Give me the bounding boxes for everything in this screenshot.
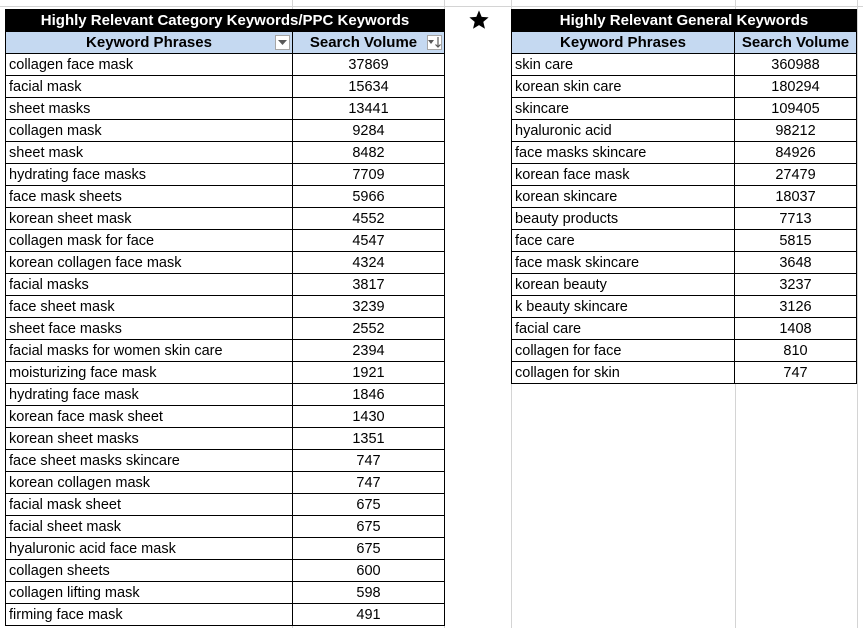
keyword-cell[interactable]: hydrating face mask [6,384,293,406]
search-volume-cell[interactable]: 7713 [735,208,857,230]
search-volume-cell[interactable]: 84926 [735,142,857,164]
table-row [6,604,445,626]
table-row [6,582,445,604]
table-row [6,406,445,428]
keyword-cell[interactable]: face masks skincare [512,142,735,164]
search-volume-cell[interactable]: 18037 [735,186,857,208]
column-header-keyword[interactable] [6,32,293,54]
keyword-cell[interactable]: sheet masks [6,98,293,120]
search-volume-cell[interactable]: 3239 [293,296,445,318]
table-row [6,230,445,252]
keyword-cell[interactable]: face care [512,230,735,252]
keyword-cell[interactable]: facial mask [6,76,293,98]
table-row [6,296,445,318]
table-row [512,76,857,98]
general-keywords-table [511,9,857,384]
keyword-cell[interactable]: korean collagen face mask [6,252,293,274]
keyword-cell[interactable]: firming face mask [6,604,293,626]
sort-descending-icon[interactable] [427,35,442,50]
keyword-cell[interactable]: face sheet masks skincare [6,450,293,472]
keyword-cell[interactable]: korean sheet mask [6,208,293,230]
search-volume-cell[interactable]: 1846 [293,384,445,406]
keyword-cell[interactable]: k beauty skincare [512,296,735,318]
table-row [6,164,445,186]
search-volume-cell[interactable]: 4324 [293,252,445,274]
table-row [6,494,445,516]
category-keywords-table [5,9,445,626]
table-row [6,54,445,76]
table-row [6,538,445,560]
keyword-cell[interactable]: collagen for face [512,340,735,362]
keyword-cell[interactable]: collagen lifting mask [6,582,293,604]
search-volume-cell[interactable]: 3237 [735,274,857,296]
table-row [512,362,857,384]
keyword-cell[interactable]: collagen for skin [512,362,735,384]
search-volume-cell[interactable]: 98212 [735,120,857,142]
table-row [6,252,445,274]
search-volume-cell[interactable]: 27479 [735,164,857,186]
keyword-cell[interactable]: sheet mask [6,142,293,164]
keyword-cell[interactable]: collagen mask for face [6,230,293,252]
table-row [512,318,857,340]
search-volume-cell[interactable]: 4552 [293,208,445,230]
search-volume-cell[interactable]: 5815 [735,230,857,252]
table-row [6,120,445,142]
column-label: Keyword Phrases [86,34,212,51]
search-volume-cell[interactable]: 9284 [293,120,445,142]
table-row [6,516,445,538]
table-row [512,98,857,120]
star-icon [468,9,490,31]
keyword-cell[interactable]: korean collagen mask [6,472,293,494]
table-row [6,340,445,362]
table-row [6,208,445,230]
filter-dropdown-icon[interactable] [275,35,290,50]
table-title: Highly Relevant General Keywords [512,10,857,32]
search-volume-cell[interactable]: 4547 [293,230,445,252]
table-row [6,76,445,98]
keyword-cell[interactable]: hyaluronic acid [512,120,735,142]
column-header-keyword[interactable]: Keyword Phrases [512,32,735,54]
table-row [6,560,445,582]
keyword-cell[interactable]: face mask skincare [512,252,735,274]
search-volume-cell[interactable]: 3126 [735,296,857,318]
search-volume-cell[interactable]: 747 [293,472,445,494]
keyword-cell[interactable]: facial masks [6,274,293,296]
search-volume-cell[interactable]: 598 [293,582,445,604]
table-row [512,186,857,208]
table-row [512,120,857,142]
search-volume-cell[interactable]: 491 [293,604,445,626]
table-row [512,164,857,186]
search-volume-cell[interactable]: 13441 [293,98,445,120]
table-row [6,318,445,340]
keyword-cell[interactable]: hydrating face masks [6,164,293,186]
column-header-strip [0,0,863,7]
table-row [6,472,445,494]
search-volume-cell[interactable]: 1430 [293,406,445,428]
gridline [857,0,858,628]
table-row [6,142,445,164]
table-row [6,274,445,296]
table-row [512,230,857,252]
table-row [6,450,445,472]
table-title: Highly Relevant Category Keywords/PPC Keywords [6,10,445,32]
keyword-cell[interactable]: korean skincare [512,186,735,208]
table-row [512,142,857,164]
keyword-cell[interactable]: face mask sheets [6,186,293,208]
table-row [6,384,445,406]
search-volume-cell[interactable]: 360988 [735,54,857,76]
keyword-cell[interactable]: collagen sheets [6,560,293,582]
keyword-cell[interactable]: skin care [512,54,735,76]
keyword-cell[interactable]: face sheet mask [6,296,293,318]
keyword-cell[interactable]: facial sheet mask [6,516,293,538]
column-label: Search Volume [309,34,418,51]
table-row [512,296,857,318]
search-volume-cell[interactable]: 675 [293,538,445,560]
search-volume-cell[interactable]: 7709 [293,164,445,186]
search-volume-cell[interactable]: 747 [735,362,857,384]
table-row [512,274,857,296]
search-volume-cell[interactable]: 1351 [293,428,445,450]
keyword-cell[interactable]: collagen face mask [6,54,293,76]
search-volume-cell[interactable]: 15634 [293,76,445,98]
keyword-cell[interactable]: facial masks for women skin care [6,340,293,362]
table-row [512,54,857,76]
table-row [512,208,857,230]
keyword-cell[interactable]: korean face mask [512,164,735,186]
search-volume-cell[interactable]: 675 [293,494,445,516]
search-volume-cell[interactable]: 5966 [293,186,445,208]
column-header-volume[interactable]: Search Volume [735,32,857,54]
keyword-cell[interactable]: collagen mask [6,120,293,142]
search-volume-cell[interactable]: 2552 [293,318,445,340]
search-volume-cell[interactable]: 109405 [735,98,857,120]
keyword-cell[interactable]: skincare [512,98,735,120]
search-volume-cell[interactable]: 3817 [293,274,445,296]
keyword-cell[interactable]: korean beauty [512,274,735,296]
table-row [512,252,857,274]
keyword-cell[interactable]: moisturizing face mask [6,362,293,384]
search-volume-cell[interactable]: 675 [293,516,445,538]
search-volume-cell[interactable]: 600 [293,560,445,582]
keyword-cell[interactable]: beauty products [512,208,735,230]
search-volume-cell[interactable]: 8482 [293,142,445,164]
search-volume-cell[interactable]: 810 [735,340,857,362]
search-volume-cell[interactable]: 1921 [293,362,445,384]
table-row [512,340,857,362]
keyword-cell[interactable]: facial mask sheet [6,494,293,516]
search-volume-cell[interactable]: 37869 [293,54,445,76]
column-header-volume[interactable] [293,32,445,54]
table-row [6,98,445,120]
keyword-cell[interactable]: korean skin care [512,76,735,98]
search-volume-cell[interactable]: 2394 [293,340,445,362]
keyword-cell[interactable]: hyaluronic acid face mask [6,538,293,560]
keyword-cell[interactable]: sheet face masks [6,318,293,340]
search-volume-cell[interactable]: 747 [293,450,445,472]
keyword-cell[interactable]: facial care [512,318,735,340]
table-row [6,186,445,208]
table-row [6,362,445,384]
keyword-cell[interactable]: korean face mask sheet [6,406,293,428]
table-row [6,428,445,450]
keyword-cell[interactable]: korean sheet masks [6,428,293,450]
search-volume-cell[interactable]: 1408 [735,318,857,340]
search-volume-cell[interactable]: 3648 [735,252,857,274]
search-volume-cell[interactable]: 180294 [735,76,857,98]
